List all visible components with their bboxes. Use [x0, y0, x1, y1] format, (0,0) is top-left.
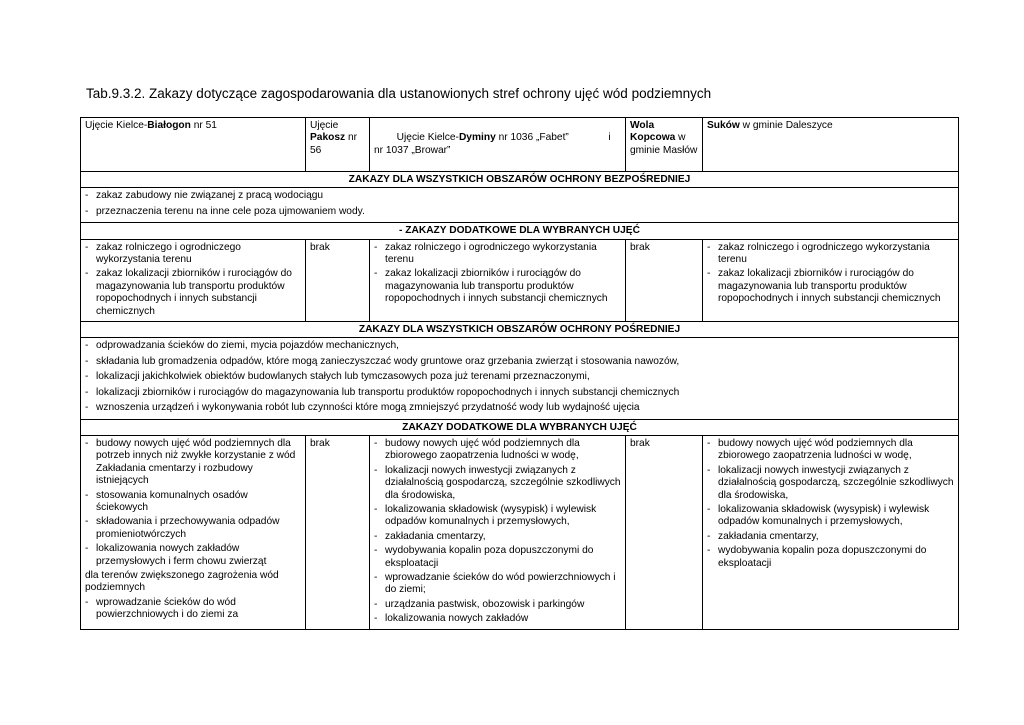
indirect-extra-wola-kopcowa: brak — [626, 435, 703, 629]
list-item: - lokalizowania nowych zakładów przemysłowych i ferm chowu zwierząt — [85, 543, 301, 568]
list-item: - stosowania komunalnych osadów ściekowych — [85, 490, 301, 515]
indirect-extra-pakosz: brak — [306, 435, 370, 629]
section-indirect-all-row — [81, 322, 959, 338]
header-bialogon: Ujęcie Kielce-Białogon nr 51 — [81, 118, 306, 172]
indirect-all-list — [85, 340, 954, 414]
direct-extra-dyminy — [370, 239, 626, 321]
header-row — [81, 118, 959, 172]
direct-extra-pakosz: brak — [306, 239, 370, 321]
list-item: - zakładania cmentarzy, — [707, 531, 954, 543]
list-item: - lokalizacji nowych inwestycji związanych z działalnością gospodarczą, szczególnie szkodliwych dla środowiska, — [707, 465, 954, 502]
section-direct-all-row — [81, 172, 959, 188]
list-item: - lokalizacji nowych inwestycji związanych z działalnością gospodarczą, szczególnie szkodliwych dla środowiska, — [374, 465, 621, 502]
list-item: - wydobywania kopalin poza dopuszczonymi do eksploatacji — [707, 545, 954, 570]
list-item: - przeznaczenia terenu na inne cele poza ujmowaniem wody. — [85, 206, 954, 218]
direct-extra-wola-kopcowa: brak — [626, 239, 703, 321]
restrictions-table — [80, 117, 959, 630]
section-direct-extra-row — [81, 223, 959, 239]
header-sukow: Suków w gminie Daleszyce — [703, 118, 959, 172]
list-item: - zakaz rolniczego i ogrodniczego wykorzystania terenu — [707, 242, 954, 267]
direct-extra-bialogon — [81, 239, 306, 321]
list-item: - wydobywania kopalin poza dopuszczonymi do eksploatacji — [374, 545, 621, 570]
header-pakosz: Ujęcie Pakosz nr 56 — [306, 118, 370, 172]
indirect-all-items-row — [81, 338, 959, 419]
section-direct-all: ZAKAZY DLA WSZYSTKICH OBSZARÓW OCHRONY BEZPOŚREDNIEJ — [81, 172, 959, 188]
indirect-extra-row — [81, 435, 959, 629]
list-item: - składowania i przechowywania odpadów promieniotwórczych — [85, 516, 301, 541]
indirect-extra-sukow — [703, 435, 959, 629]
section-indirect-extra: ZAKAZY DODATKOWE DLA WYBRANYCH UJĘĆ — [81, 419, 959, 435]
indirect-extra-bialogon — [81, 435, 306, 629]
list-item: - budowy nowych ujęć wód podziemnych dla zbiorowego zaopatrzenia ludności w wodę, — [707, 438, 954, 463]
header-dyminy: Ujęcie Kielce-Dyminy nr 1036 „Fabet” i nr 1037 „Browar” — [370, 118, 626, 172]
list-item: - zakaz zabudowy nie związanej z pracą wodociągu — [85, 190, 954, 202]
direct-extra-row — [81, 239, 959, 321]
list-item: - zakaz rolniczego i ogrodniczego wykorzystania terenu — [374, 242, 621, 267]
list-item: - zakładania cmentarzy, — [374, 531, 621, 543]
header-wola-kopcowa: Wola Kopcowa w gminie Masłów — [626, 118, 703, 172]
section-indirect-all: ZAKAZY DLA WSZYSTKICH OBSZARÓW OCHRONY POŚREDNIEJ — [81, 322, 959, 338]
list-item: - zakaz lokalizacji zbiorników i rurociągów do magazynowania lub transportu produktów ropopochodnych i innych substancji chemicznych — [374, 268, 621, 305]
direct-all-items — [81, 188, 959, 223]
list-item: - zakaz lokalizacji zbiorników i rurociągów do magazynowania lub transportu produktów ropopochodnych i innych substancji chemicznych — [707, 268, 954, 305]
list-item: - budowy nowych ujęć wód podziemnych dla potrzeb innych niż zwykłe korzystanie z wód Zakładania cmentarzy i rozbudowy istniejących — [85, 438, 301, 488]
list-item: - odprowadzania ścieków do ziemi, mycia pojazdów mechanicznych, — [85, 340, 954, 352]
direct-all-list — [85, 190, 954, 218]
table-title: Tab.9.3.2. Zakazy dotyczące zagospodarowania dla ustanowionych stref ochrony ujęć wód podziemnych — [86, 86, 712, 101]
list-item: - lokalizowania składowisk (wysypisk) i wylewisk odpadów komunalnych i przemysłowych, — [374, 504, 621, 529]
list-item: - lokalizacji jakichkolwiek obiektów budowlanych stałych lub tymczasowych poza już terenami przeznaczonymi, — [85, 371, 954, 383]
list-item: - lokalizacji zbiorników i rurociągów do magazynowania lub transportu produktów ropopochodnych i innych substancji chemicznych — [85, 387, 954, 399]
indirect-extra-dyminy — [370, 435, 626, 629]
list-item: - zakaz lokalizacji zbiorników i rurociągów do magazynowania lub transportu produktów ropopochodnych i innych substancji chemicznych — [85, 268, 301, 318]
section-indirect-extra-row — [81, 419, 959, 435]
list-item: - składania lub gromadzenia odpadów, które mogą zanieczyszczać wody gruntowe oraz grzebania zwierząt i stosowania nawozów, — [85, 356, 954, 368]
direct-all-items-row — [81, 188, 959, 223]
list-item: - wznoszenia urządzeń i wykonywania robót lub czynności które mogą zmniejszyć przydatność wody lub wydajność ujęcia — [85, 402, 954, 414]
indirect-extra-note: dla terenów zwiększonego zagrożenia wód podziemnych — [85, 569, 279, 594]
indirect-all-items — [81, 338, 959, 419]
list-item: - zakaz rolniczego i ogrodniczego wykorzystania terenu — [85, 242, 301, 267]
section-direct-extra: - ZAKAZY DODATKOWE DLA WYBRANYCH UJĘĆ — [81, 223, 959, 239]
list-item: - lokalizowania składowisk (wysypisk) i wylewisk odpadów komunalnych i przemysłowych, — [707, 504, 954, 529]
list-item: - urządzania pastwisk, obozowisk i parkingów — [374, 599, 621, 611]
list-item: - budowy nowych ujęć wód podziemnych dla zbiorowego zaopatrzenia ludności w wodę, — [374, 438, 621, 463]
list-item: - wprowadzanie ścieków do wód powierzchniowych i do ziemi; — [374, 572, 621, 597]
list-item: - wprowadzanie ścieków do wód powierzchniowych i do ziemi za — [85, 597, 301, 622]
list-item: - lokalizowania nowych zakładów — [374, 613, 621, 625]
direct-extra-sukow — [703, 239, 959, 321]
